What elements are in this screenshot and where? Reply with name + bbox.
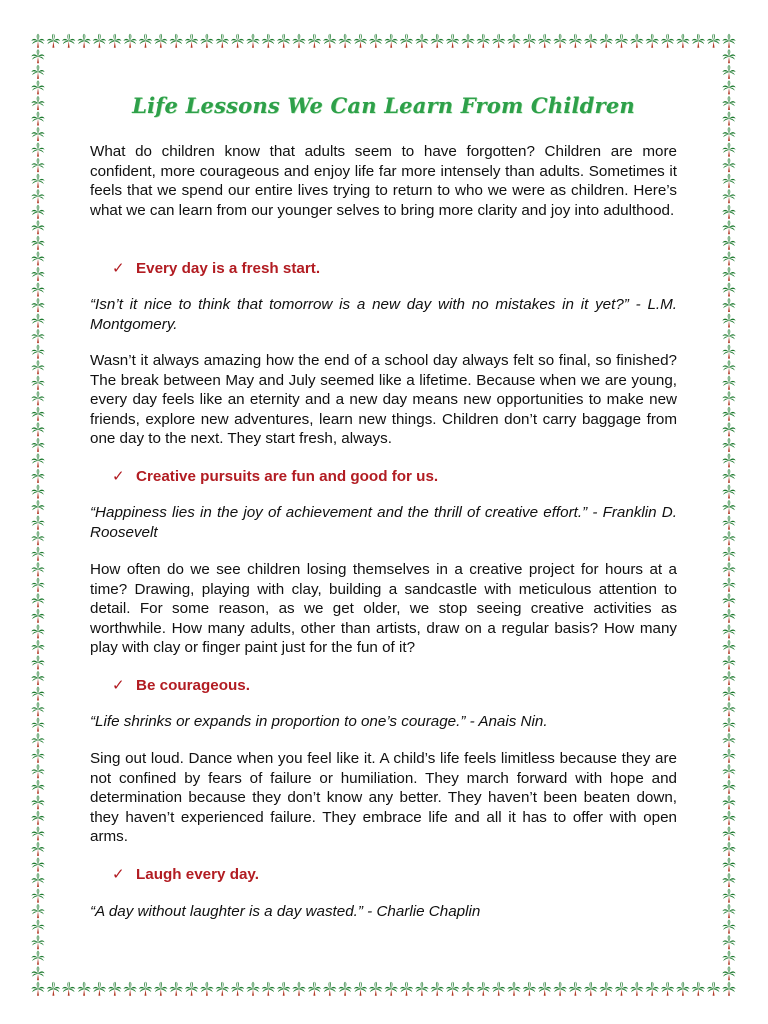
- palm-tree-icon: [339, 34, 352, 48]
- palm-tree-icon: [31, 982, 44, 996]
- palm-tree-icon: [722, 951, 735, 965]
- palm-tree-icon: [31, 143, 44, 157]
- palm-tree-icon: [722, 966, 735, 980]
- palm-tree-icon: [722, 671, 735, 685]
- palm-tree-icon: [477, 34, 490, 48]
- palm-tree-icon: [216, 982, 229, 996]
- palm-tree-icon: [615, 34, 628, 48]
- palm-tree-icon: [722, 609, 735, 623]
- palm-tree-icon: [615, 982, 628, 996]
- palm-tree-icon: [722, 360, 735, 374]
- palm-tree-icon: [31, 686, 44, 700]
- palm-tree-icon: [415, 982, 428, 996]
- palm-tree-icon: [31, 811, 44, 825]
- palm-tree-icon: [492, 34, 505, 48]
- palm-tree-icon: [170, 34, 183, 48]
- palm-tree-icon: [108, 34, 121, 48]
- palm-tree-icon: [31, 96, 44, 110]
- palm-tree-icon: [722, 469, 735, 483]
- palm-tree-icon: [600, 982, 613, 996]
- palm-tree-icon: [569, 982, 582, 996]
- palm-tree-icon: [262, 34, 275, 48]
- palm-tree-icon: [569, 34, 582, 48]
- palm-tree-icon: [31, 453, 44, 467]
- palm-tree-icon: [31, 966, 44, 980]
- palm-tree-icon: [722, 484, 735, 498]
- palm-tree-icon: [369, 982, 382, 996]
- checkmark-icon: ✓: [112, 677, 125, 694]
- palm-tree-icon: [31, 438, 44, 452]
- palm-tree-icon: [676, 982, 689, 996]
- palm-tree-icon: [246, 982, 259, 996]
- palm-tree-icon: [154, 982, 167, 996]
- palm-tree-icon: [507, 34, 520, 48]
- palm-tree-icon: [31, 516, 44, 530]
- palm-tree-icon: [124, 34, 137, 48]
- palm-tree-icon: [722, 205, 735, 219]
- palm-tree-icon: [31, 220, 44, 234]
- palm-tree-icon: [78, 34, 91, 48]
- palm-tree-icon: [31, 236, 44, 250]
- palm-tree-icon: [31, 547, 44, 561]
- palm-tree-icon: [722, 655, 735, 669]
- palm-tree-icon: [93, 982, 106, 996]
- palm-tree-icon: [676, 34, 689, 48]
- palm-tree-icon: [461, 34, 474, 48]
- section-heading-text: Laugh every day.: [136, 866, 259, 883]
- palm-tree-icon: [369, 34, 382, 48]
- palm-tree-icon: [722, 749, 735, 763]
- palm-tree-icon: [400, 982, 413, 996]
- palm-tree-icon: [31, 345, 44, 359]
- palm-tree-icon: [722, 282, 735, 296]
- palm-tree-icon: [31, 795, 44, 809]
- palm-tree-icon: [692, 982, 705, 996]
- palm-tree-icon: [31, 298, 44, 312]
- palm-tree-icon: [646, 34, 659, 48]
- palm-tree-icon: [31, 65, 44, 79]
- palm-tree-icon: [31, 904, 44, 918]
- section-heading: [112, 865, 259, 883]
- palm-tree-icon: [231, 34, 244, 48]
- palm-tree-icon: [722, 251, 735, 265]
- palm-tree-icon: [523, 982, 536, 996]
- palm-tree-icon: [170, 982, 183, 996]
- palm-tree-icon: [722, 811, 735, 825]
- section-heading: [112, 259, 320, 277]
- palm-tree-icon: [722, 80, 735, 94]
- palm-tree-icon: [722, 904, 735, 918]
- palm-tree-icon: [722, 189, 735, 203]
- palm-tree-icon: [722, 920, 735, 934]
- palm-tree-icon: [139, 982, 152, 996]
- palm-tree-icon: [722, 65, 735, 79]
- palm-tree-icon: [722, 345, 735, 359]
- palm-tree-icon: [523, 34, 536, 48]
- checkmark-icon: ✓: [112, 866, 125, 883]
- palm-tree-icon: [31, 484, 44, 498]
- palm-tree-icon: [139, 34, 152, 48]
- palm-tree-icon: [262, 982, 275, 996]
- palm-tree-icon: [31, 826, 44, 840]
- palm-tree-icon: [31, 624, 44, 638]
- palm-tree-icon: [31, 780, 44, 794]
- palm-tree-icon: [722, 982, 735, 996]
- palm-tree-icon: [554, 34, 567, 48]
- palm-tree-icon: [722, 795, 735, 809]
- palm-tree-icon: [31, 702, 44, 716]
- palm-tree-icon: [31, 935, 44, 949]
- palm-tree-icon: [630, 34, 643, 48]
- palm-tree-icon: [31, 189, 44, 203]
- palm-tree-icon: [584, 982, 597, 996]
- palm-tree-icon: [31, 671, 44, 685]
- palm-tree-icon: [722, 438, 735, 452]
- palm-tree-icon: [630, 982, 643, 996]
- palm-tree-icon: [722, 889, 735, 903]
- palm-tree-icon: [692, 34, 705, 48]
- palm-tree-icon: [277, 34, 290, 48]
- palm-tree-icon: [31, 205, 44, 219]
- palm-tree-icon: [538, 34, 551, 48]
- palm-tree-icon: [31, 764, 44, 778]
- palm-tree-icon: [31, 158, 44, 172]
- palm-tree-icon: [722, 422, 735, 436]
- palm-tree-icon: [62, 982, 75, 996]
- palm-tree-icon: [354, 34, 367, 48]
- palm-tree-icon: [722, 34, 735, 48]
- section-body: Wasn’t it always amazing how the end of a school day always felt so final, so finished? The break between May and July seemed like a lifetime. Because when we are young, every day feels like an eternity and a new day means new opportunities to make new friends, explore new adventures, learn new things. Children don’t carry baggage from one day to the next. They start fresh, always.: [90, 352, 677, 448]
- palm-tree-icon: [538, 982, 551, 996]
- palm-tree-icon: [722, 686, 735, 700]
- palm-tree-icon: [108, 982, 121, 996]
- palm-tree-icon: [415, 34, 428, 48]
- palm-tree-icon: [31, 640, 44, 654]
- palm-tree-icon: [323, 982, 336, 996]
- palm-tree-icon: [507, 982, 520, 996]
- section-body: Sing out loud. Dance when you feel like it. A child’s life feels limitless because they are not confined by fears of failure or humiliation. They march forward with hope and determination because they don’t know any better. They haven’t been beaten down, they haven’t experienced failure. They embrace life and all it has to offer with open arms.: [90, 750, 677, 846]
- palm-tree-icon: [31, 313, 44, 327]
- palm-tree-icon: [31, 111, 44, 125]
- palm-tree-icon: [431, 982, 444, 996]
- palm-tree-icon: [31, 718, 44, 732]
- section-heading: [112, 467, 438, 485]
- palm-tree-icon: [722, 826, 735, 840]
- palm-tree-icon: [31, 80, 44, 94]
- palm-tree-icon: [200, 34, 213, 48]
- section-heading: [112, 676, 250, 694]
- palm-tree-icon: [31, 578, 44, 592]
- palm-tree-icon: [185, 982, 198, 996]
- palm-tree-icon: [31, 127, 44, 141]
- section-heading-text: Creative pursuits are fun and good for us.: [136, 468, 439, 485]
- palm-tree-icon: [722, 842, 735, 856]
- section-body: How often do we see children losing themselves in a creative project for hours at a time? Drawing, playing with clay, building a sandcastle with meticulous attention to detail. For some reason, as we get older, we stop seeing creative activities as worthwhile. How many adults, other than artists, draw on a regular basis? How many play with clay or finger paint just for the fun of it?: [90, 561, 677, 657]
- palm-tree-icon: [722, 516, 735, 530]
- palm-tree-icon: [339, 982, 352, 996]
- palm-tree-icon: [292, 982, 305, 996]
- palm-tree-icon: [93, 34, 106, 48]
- palm-tree-icon: [31, 49, 44, 63]
- palm-tree-icon: [722, 313, 735, 327]
- palm-tree-icon: [31, 951, 44, 965]
- palm-tree-icon: [722, 158, 735, 172]
- palm-tree-icon: [722, 174, 735, 188]
- palm-tree-icon: [31, 562, 44, 576]
- palm-tree-icon: [722, 764, 735, 778]
- palm-tree-icon: [492, 982, 505, 996]
- palm-tree-icon: [31, 407, 44, 421]
- palm-tree-icon: [722, 935, 735, 949]
- palm-tree-icon: [707, 34, 720, 48]
- palm-tree-icon: [31, 889, 44, 903]
- palm-tree-icon: [78, 982, 91, 996]
- palm-tree-icon: [31, 749, 44, 763]
- palm-tree-icon: [31, 469, 44, 483]
- palm-tree-icon: [722, 500, 735, 514]
- palm-tree-icon: [185, 34, 198, 48]
- palm-tree-icon: [31, 251, 44, 265]
- palm-tree-icon: [323, 34, 336, 48]
- palm-tree-icon: [477, 982, 490, 996]
- palm-tree-icon: [722, 49, 735, 63]
- palm-tree-icon: [722, 96, 735, 110]
- palm-tree-icon: [722, 531, 735, 545]
- palm-tree-icon: [47, 34, 60, 48]
- palm-tree-icon: [722, 391, 735, 405]
- palm-tree-icon: [31, 920, 44, 934]
- palm-tree-icon: [722, 267, 735, 281]
- palm-tree-icon: [722, 562, 735, 576]
- palm-tree-icon: [722, 143, 735, 157]
- palm-tree-icon: [722, 220, 735, 234]
- palm-tree-icon: [31, 733, 44, 747]
- palm-tree-icon: [31, 655, 44, 669]
- palm-tree-icon: [461, 982, 474, 996]
- palm-tree-icon: [277, 982, 290, 996]
- palm-tree-icon: [31, 174, 44, 188]
- palm-tree-icon: [722, 733, 735, 747]
- palm-tree-icon: [584, 34, 597, 48]
- checkmark-icon: ✓: [112, 260, 125, 277]
- palm-tree-icon: [62, 34, 75, 48]
- palm-tree-icon: [722, 453, 735, 467]
- palm-tree-icon: [124, 982, 137, 996]
- section-quote: “Happiness lies in the joy of achievement and the thrill of creative effort.” - Franklin D. Roosevelt: [90, 504, 677, 541]
- palm-tree-icon: [31, 34, 44, 48]
- palm-tree-icon: [722, 298, 735, 312]
- palm-tree-icon: [231, 982, 244, 996]
- palm-tree-icon: [722, 873, 735, 887]
- palm-tree-icon: [31, 267, 44, 281]
- section-heading-text: Every day is a fresh start.: [136, 260, 321, 277]
- palm-tree-icon: [31, 593, 44, 607]
- checkmark-icon: ✓: [112, 468, 125, 485]
- palm-tree-icon: [31, 609, 44, 623]
- palm-tree-icon: [292, 34, 305, 48]
- palm-tree-icon: [31, 329, 44, 343]
- palm-tree-icon: [722, 236, 735, 250]
- palm-tree-icon: [31, 857, 44, 871]
- palm-tree-icon: [216, 34, 229, 48]
- palm-tree-icon: [154, 34, 167, 48]
- palm-tree-icon: [722, 127, 735, 141]
- palm-tree-icon: [446, 982, 459, 996]
- palm-tree-icon: [600, 34, 613, 48]
- palm-tree-icon: [722, 702, 735, 716]
- palm-tree-icon: [31, 422, 44, 436]
- palm-tree-icon: [646, 982, 659, 996]
- palm-tree-icon: [354, 982, 367, 996]
- palm-tree-icon: [400, 34, 413, 48]
- section-heading-text: Be courageous.: [136, 677, 250, 694]
- palm-tree-icon: [722, 376, 735, 390]
- palm-tree-icon: [47, 982, 60, 996]
- palm-tree-icon: [446, 34, 459, 48]
- palm-tree-icon: [31, 531, 44, 545]
- section-quote: “Isn’t it nice to think that tomorrow is a new day with no mistakes in it yet?” - L.M. Montgomery.: [90, 296, 677, 333]
- page-title: Life Lessons We Can Learn From Children: [132, 93, 635, 118]
- palm-tree-icon: [722, 547, 735, 561]
- palm-tree-icon: [308, 34, 321, 48]
- palm-tree-icon: [707, 982, 720, 996]
- palm-tree-icon: [31, 391, 44, 405]
- palm-tree-icon: [31, 873, 44, 887]
- palm-tree-icon: [722, 111, 735, 125]
- palm-tree-icon: [31, 842, 44, 856]
- palm-tree-icon: [722, 718, 735, 732]
- palm-tree-icon: [722, 640, 735, 654]
- palm-tree-icon: [722, 593, 735, 607]
- palm-tree-icon: [661, 34, 674, 48]
- palm-tree-icon: [661, 982, 674, 996]
- palm-tree-icon: [554, 982, 567, 996]
- palm-tree-icon: [722, 329, 735, 343]
- palm-tree-icon: [431, 34, 444, 48]
- intro-paragraph: What do children know that adults seem to have forgotten? Children are more confident, more courageous and enjoy life far more intensely than adults. Sometimes it feels that we spend our entire lives trying to return to who we were as children. Here’s what we can learn from our younger selves to bring more clarity and joy into adulthood.: [90, 143, 677, 219]
- palm-tree-icon: [31, 500, 44, 514]
- palm-tree-icon: [31, 360, 44, 374]
- section-quote: “Life shrinks or expands in proportion to one’s courage.” - Anais Nin.: [90, 713, 548, 730]
- palm-tree-icon: [308, 982, 321, 996]
- section-quote: “A day without laughter is a day wasted.” - Charlie Chaplin: [90, 903, 481, 920]
- palm-tree-icon: [385, 982, 398, 996]
- palm-tree-icon: [200, 982, 213, 996]
- palm-tree-icon: [385, 34, 398, 48]
- palm-tree-icon: [31, 376, 44, 390]
- palm-tree-icon: [722, 624, 735, 638]
- palm-tree-icon: [246, 34, 259, 48]
- palm-tree-icon: [722, 578, 735, 592]
- palm-tree-icon: [722, 780, 735, 794]
- palm-tree-icon: [722, 407, 735, 421]
- palm-tree-icon: [31, 282, 44, 296]
- palm-tree-icon: [722, 857, 735, 871]
